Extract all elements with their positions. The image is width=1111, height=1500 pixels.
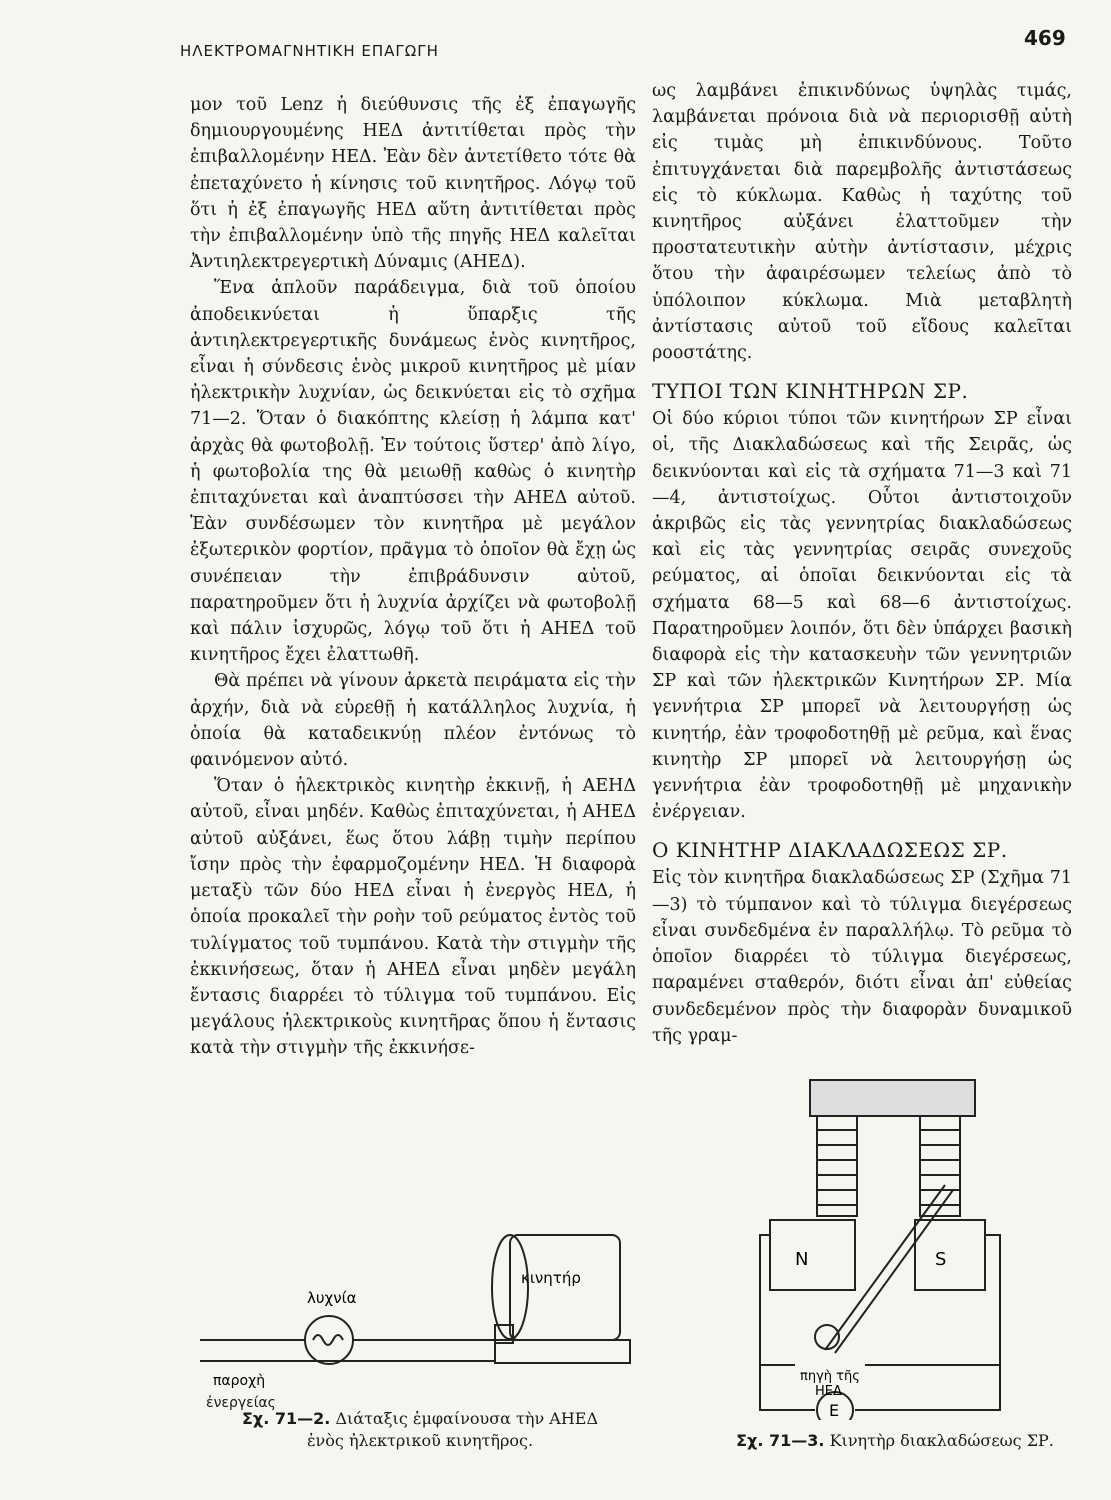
- motor-body: [510, 1235, 620, 1340]
- figure-71-2-caption: [200, 1408, 640, 1452]
- figure-71-2-number: Σχ. 71—2.: [241, 1409, 331, 1428]
- supply-label-line1: παροχὴ: [213, 1373, 266, 1389]
- pole-n-label: N: [795, 1249, 809, 1270]
- pole-s-label: S: [935, 1249, 947, 1270]
- left-paragraph-2: Ἕνα ἁπλοῦν παράδειγμα, διὰ τοῦ ὁποίου ἀποδεικνύεται ἡ ὕπαρξις τῆς ἀντιηλεκτρεγερτικῆς δυνάμεως ἑνὸς κινητῆρος, εἶναι ἡ σύνδεσις ἑνὸς μικροῦ κινητῆρος μὲ μίαν ἠλεκτρικὴν λυχνίαν, ὡς δεικνύεται εἰς τὸ σχῆμα 71—2. Ὅταν ὁ διακόπτης κλείσῃ ἡ λάμπα κατ' ἀρχὰς θὰ φωτοβολῇ. Ἐν τούτοις ὕστερ' ἀπὸ λίγο, ἡ φωτοβολία της θὰ μειωθῇ καθὼς ὁ κινητὴρ ἐπιταχύνεται καὶ ἀναπτύσσει τὴν ΑΗΕΔ αὐτοῦ. Ἐὰν συνδέσωμεν τὸν κινητῆρα μὲ μεγάλον ἐξωτερικὸν φορτίον, πρᾶγμα τὸ ὁποῖον θὰ ἔχῃ ὡς συνέπειαν τὴν ἐπιβράδυνσιν αὐτοῦ, παρατηροῦμεν ὅτι ἡ λυχνία ἀρχίζει νὰ φωτοβολῇ καὶ πάλιν ἰσχυρῶς, λόγῳ τοῦ ὅτι ἡ ΑΗΕΔ τοῦ κινητῆρος ἔχει ἐλαττωθῆ.: [190, 278, 636, 666]
- left-paragraph-1: μον τοῦ Lenz ἡ διεύθυνσις τῆς ἐξ ἐπαγωγῆς δημιουργουμένης ΗΕΔ ἀντιτίθεται πρὸς τὴν ἐπιβαλλομένην ΗΕΔ. Ἐὰν δὲν ἀντετίθετο τότε θὰ ἐπεταχύνετο ἡ κίνησις τοῦ κινητῆρος. Λόγῳ τοῦ ὅτι ἡ ἐξ ἐπαγωγῆς ΗΕΔ αὕτη ἀντιτίθεται πρὸς τὴν ἐπιβαλλομένην ὑπὸ τῆς πηγῆς ΗΕΔ καλεῖται Ἀντιηλεκτρεγερτικὴ Δύναμις (ΑΗΕΔ).: [190, 95, 636, 273]
- left-paragraph-4: Ὅταν ὁ ἠλεκτρικὸς κινητὴρ ἐκκινῇ, ἡ ΑΕΗΔ αὐτοῦ, εἶναι μηδέν. Καθὼς ἐπιταχύνεται, ἡ ΑΗΕΔ αὐτοῦ αὐξάνει, ἕως ὅτου λάβῃ τιμὴν περίπου ἴσην πρὸς τὴν ἐφαρμοζομένην ΗΕΔ. Ἡ διαφορὰ μεταξὺ τῶν δύο ΗΕΔ εἶναι ἡ ἐνεργὸς ΗΕΔ, ἡ ὁποία προκαλεῖ τὴν ροὴν τοῦ ρεύματος ἐντὸς τοῦ τυλίγματος τοῦ τυμπάνου. Κατὰ τὴν στιγμὴν τῆς ἐκκινήσεως, ὅταν ἡ ΑΗΕΔ εἶναι μηδὲν μεγάλη ἔντασις διαρρέει τὸ τύλιγμα τοῦ τυμπάνου. Εἰς μεγάλους ἠλεκτρικοὺς κινητῆρας ὅπου ἡ ἔντασις κατὰ τὴν στιγμὴν τῆς ἐκκινήσε-: [190, 776, 636, 1059]
- page-number: 469: [1024, 26, 1066, 50]
- lamp-symbol: [305, 1316, 353, 1364]
- figure-71-2-caption-line2: ἑνὸς ἠλεκτρικοῦ κινητῆρος.: [306, 1431, 534, 1450]
- figure-71-3-caption-text: Κινητὴρ διακλαδώσεως ΣΡ.: [829, 1431, 1054, 1450]
- source-e-label: E: [829, 1401, 840, 1420]
- running-title: ΗΛΕΚΤΡΟΜΑΓΝΗΤΙΚΗ ΕΠΑΓΩΓΗ: [180, 42, 439, 60]
- figure-71-2-caption-line1: Διάταξις ἐμφαίνουσα τὴν ΑΗΕΔ: [335, 1409, 599, 1428]
- figure-71-3-diagram: [755, 1075, 1015, 1420]
- coil-windings-left: [817, 1130, 857, 1205]
- right-paragraph-1: ως λαμβάνει ἐπικινδύνως ὑψηλὰς τιμάς, λαμβάνεται πρόνοια διὰ νὰ περιορισθῇ αὐτὴ εἰς τιμὰς μὴ ἐπικινδύνους. Τοῦτο ἐπιτυγχάνεται διὰ παρεμβολῆς ἀντιστάσεως εἰς τὸ κύκλωμα. Καθὼς ἡ ταχύτης τοῦ κινητῆρος αὐξάνει ἐλαττοῦμεν τὴν προστατευτικὴν αὐτὴν ἀντίστασιν, μέχρις ὅτου τὴν ἀφαιρέσωμεν τελείως ἀπὸ τὸ ὑπόλοιπον κύκλωμα. Μιὰ μεταβλητὴ ἀντίστασις αὐτοῦ τοῦ εἴδους καλεῖται ροοστάτης.: [652, 81, 1072, 364]
- left-column: [190, 92, 636, 1062]
- yoke: [810, 1080, 975, 1116]
- shunt-wire-left: [760, 1235, 795, 1365]
- motor-label: κινητήρ: [521, 1269, 581, 1287]
- figure-71-3-number: Σχ. 71—3.: [736, 1431, 825, 1450]
- figure-71-3-caption: [700, 1430, 1090, 1452]
- section-heading-shunt-motor: Ο ΚΙΝΗΤΗΡ ΔΙΑΚΛΑΔΩΣΕΩΣ ΣΡ.: [652, 838, 1008, 863]
- pole-n: [770, 1220, 855, 1290]
- coil-windings-right: [920, 1130, 960, 1205]
- armature-shaft: [825, 1185, 945, 1350]
- motor-base: [495, 1340, 630, 1363]
- source-wire: [760, 1365, 1000, 1410]
- shunt-wire-right: [865, 1235, 1000, 1365]
- lamp-label: λυχνία: [307, 1289, 357, 1307]
- right-paragraph-2: Οἱ δύο κύριοι τύποι τῶν κινητήρων ΣΡ εἶναι οἱ, τῆς Διακλαδώσεως καὶ τῆς Σειρᾶς, ὡς δεικνύονται καὶ εἰς τὰ σχήματα 71—3 καὶ 71—4, ἀντιστοίχως. Οὗτοι ἀντιστοιχοῦν ἀκριβῶς εἰς τὰς γεννητρίας διακλαδώσεως καὶ εἰς τὰς γεννητρίας σειρᾶς συνεχοῦς ρεύματος, αἱ ὁποῖαι δεικνύονται εἰς τὰ σχήματα 68—5 καὶ 68—6 ἀντιστοίχως. Παρατηροῦμεν λοιπόν, ὅτι δὲν ὑπάρχει βασικὴ διαφορὰ εἰς τὴν κατασκευὴν τῶν γεννητριῶν ΣΡ καὶ τῶν ἠλεκτρικῶν Κινητήρων ΣΡ. Μία γεννήτρια ΣΡ μπορεῖ νὰ λειτουργήσῃ ὡς κινητήρ, ἐὰν τροφοδοτηθῇ μὲ ρεῦμα, καὶ ἕνας κινητὴρ ΣΡ μπορεῖ νὰ λειτουργήσῃ ὡς γεννήτρια ἐὰν τροφοδοτηθῇ μὲ μηχανικὴν ἐνέργειαν.: [652, 409, 1072, 823]
- pole-s: [915, 1220, 985, 1290]
- source-label-line2: ΗΕΔ: [815, 1384, 842, 1399]
- right-paragraph-3: Εἰς τὸν κινητῆρα διακλαδώσεως ΣΡ (Σχῆμα 71—3) τὸ τύμπανον καὶ τὸ τύλιγμα διεγέρσεως εἶναι συνδεδμένα ἐν παραλλήλῳ. Τὸ ρεῦμα τὸ ὁποῖον διαρρέει τὸ τύλιγμα διεγέρσεως, παραμένει σταθερόν, διότι εἶναι ἀπ' εὐθείας συνδεδεμένον πρὸς τὴν διαφορὰν δυναμικοῦ τῆς γραμ-: [652, 868, 1072, 1046]
- section-heading-dc-motor-types: ΤΥΠΟΙ ΤΩΝ ΚΙΝΗΤΗΡΩΝ ΣΡ.: [652, 379, 969, 404]
- supply-label-line2-visible: ἐνεργείας: [206, 1395, 276, 1411]
- left-paragraph-3: Θὰ πρέπει νὰ γίνουν ἀρκετὰ πειράματα εἰς τὴν ἀρχήν, διὰ νὰ εὑρεθῇ ἡ κατάλληλος λυχνία, ἡ ὁποία θὰ καταδεικνύῃ πλέον ἐντόνως τὸ φαινόμενον αὐτό.: [190, 671, 636, 771]
- right-column: [652, 78, 1072, 1049]
- source-label-line1: πηγὴ τῆς: [800, 1369, 860, 1384]
- lamp-filament: [313, 1335, 343, 1345]
- figure-71-2-diagram: [195, 1215, 640, 1395]
